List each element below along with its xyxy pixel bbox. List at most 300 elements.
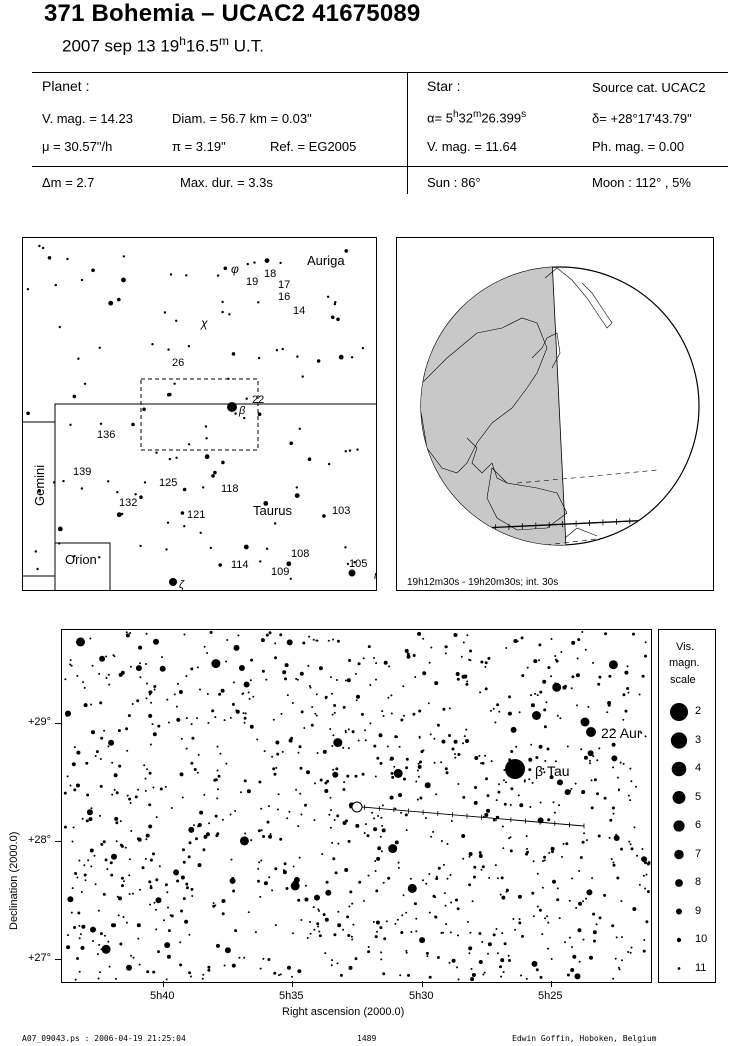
sky-star xyxy=(180,772,184,776)
sky-star xyxy=(299,745,302,748)
sky-star xyxy=(129,893,131,895)
sky-star xyxy=(76,637,85,646)
sky-star xyxy=(207,693,209,695)
sky-star xyxy=(599,916,602,919)
finder-star xyxy=(334,303,336,305)
sky-star xyxy=(289,739,293,743)
sky-star xyxy=(300,814,302,816)
ra-s-unit: s xyxy=(521,109,527,120)
sky-star xyxy=(345,731,347,733)
scale-label-mag-10: 10 xyxy=(695,933,708,945)
sky-star xyxy=(121,884,124,887)
greek-label-phi: φ xyxy=(231,262,239,276)
sky-star xyxy=(125,727,128,730)
scale-dots-svg xyxy=(659,630,715,982)
sky-star xyxy=(153,685,156,688)
sky-star xyxy=(213,902,215,904)
sky-star xyxy=(135,795,138,798)
sky-star xyxy=(646,874,648,876)
sky-star xyxy=(604,797,607,800)
sky-star xyxy=(519,803,523,807)
scale-dot-mag-3 xyxy=(671,732,687,748)
sky-star xyxy=(597,683,600,686)
finder-star xyxy=(322,514,326,518)
finder-star xyxy=(117,512,122,517)
sky-star xyxy=(470,977,474,981)
sky-star xyxy=(127,795,129,797)
greek-label-iota: ι xyxy=(374,570,377,582)
sky-star xyxy=(643,875,645,877)
sky-star xyxy=(213,779,216,782)
finder-star xyxy=(232,352,236,356)
sky-star xyxy=(578,928,582,932)
sky-star xyxy=(417,632,421,636)
sky-star xyxy=(373,827,377,831)
sky-star xyxy=(403,715,405,717)
sky-star xyxy=(479,691,481,693)
sky-star xyxy=(644,655,647,658)
finder-chart-svg xyxy=(23,238,376,590)
sky-star xyxy=(455,899,458,902)
sky-star xyxy=(495,864,497,866)
sky-star xyxy=(174,693,176,695)
x-tickmark-535 xyxy=(292,981,293,987)
sky-star xyxy=(298,752,300,754)
scale-title-2: magn. xyxy=(669,657,700,669)
sky-star xyxy=(462,858,464,860)
sky-star xyxy=(527,667,529,669)
sky-star xyxy=(198,863,202,867)
sky-star xyxy=(115,978,117,980)
sky-star xyxy=(433,895,436,898)
time-system: U.T. xyxy=(229,36,264,56)
sky-star xyxy=(488,942,492,946)
sky-star xyxy=(621,936,623,938)
sky-star xyxy=(258,829,261,832)
scale-label-mag-8: 8 xyxy=(695,876,702,888)
sky-star xyxy=(450,931,452,933)
finder-star xyxy=(167,522,169,524)
sky-star xyxy=(152,971,155,974)
sky-star xyxy=(598,676,601,679)
finder-star xyxy=(221,301,223,303)
magnitude-scale xyxy=(658,629,716,983)
sky-star xyxy=(551,958,553,960)
sky-star xyxy=(86,819,89,822)
sky-star xyxy=(429,976,432,979)
sky-star xyxy=(182,848,185,851)
hour-unit: h xyxy=(179,34,186,48)
sky-star xyxy=(237,634,239,636)
sky-star xyxy=(639,694,641,696)
sky-star xyxy=(194,768,197,771)
scale-label-mag-4: 4 xyxy=(695,762,702,774)
label-beta-tau: β Tau xyxy=(535,763,570,779)
sky-star xyxy=(581,791,584,794)
sky-star xyxy=(99,971,101,973)
sky-star xyxy=(328,640,330,642)
finder-star xyxy=(131,423,135,427)
sky-star xyxy=(596,759,598,761)
sky-star xyxy=(425,817,427,819)
sky-star xyxy=(544,859,546,861)
sky-star xyxy=(337,911,339,913)
sky-star xyxy=(618,967,620,969)
sky-star xyxy=(250,725,254,729)
sky-star xyxy=(130,830,132,832)
sky-star xyxy=(282,751,284,753)
sky-star xyxy=(186,748,188,750)
finder-star xyxy=(213,471,217,475)
sky-star xyxy=(128,874,130,876)
sky-star xyxy=(132,703,134,705)
sky-star xyxy=(244,682,250,688)
sky-star xyxy=(67,934,69,936)
sky-star xyxy=(81,946,85,950)
sky-star xyxy=(307,937,309,939)
sky-star xyxy=(449,962,451,964)
sky-star xyxy=(532,711,541,720)
scale-dot-mag-7 xyxy=(674,850,684,860)
sky-star xyxy=(153,639,159,645)
sky-star xyxy=(515,746,517,748)
sky-star xyxy=(373,657,375,659)
sky-star xyxy=(112,923,116,927)
sky-star xyxy=(356,699,358,701)
sky-star xyxy=(103,840,106,843)
sky-star xyxy=(95,883,97,885)
sky-star xyxy=(510,804,512,806)
finder-star-zeta xyxy=(169,578,177,586)
sky-star xyxy=(375,662,377,664)
sky-star xyxy=(166,978,168,980)
sky-star xyxy=(478,755,480,757)
star-label-132: 132 xyxy=(119,497,138,509)
finder-star xyxy=(108,301,113,306)
sky-star xyxy=(571,946,573,948)
sky-star xyxy=(146,834,150,838)
sky-star xyxy=(250,659,253,662)
sky-star xyxy=(206,652,208,654)
sky-star xyxy=(629,799,631,801)
sky-star xyxy=(216,797,218,799)
sky-star xyxy=(91,807,93,809)
sky-star xyxy=(591,877,593,879)
sky-star xyxy=(443,864,445,866)
sky-star xyxy=(308,636,310,638)
sky-star xyxy=(297,969,301,973)
sky-star xyxy=(539,909,542,912)
sky-star xyxy=(274,656,277,659)
scale-label-mag-11: 11 xyxy=(695,961,707,974)
sky-star xyxy=(269,631,272,634)
finder-star xyxy=(58,527,63,532)
sky-star xyxy=(216,944,220,948)
sky-star xyxy=(434,762,436,764)
label-gemini: Gemini xyxy=(32,464,47,506)
planet-reference: Ref. = EG2005 xyxy=(270,139,357,154)
sky-star xyxy=(183,897,186,900)
finder-star xyxy=(116,491,118,493)
sky-star xyxy=(106,677,108,679)
sky-star xyxy=(347,678,351,682)
sky-star xyxy=(493,933,496,936)
sky-star xyxy=(100,785,103,788)
event-minutes: 16.5 xyxy=(185,36,219,56)
sky-star xyxy=(413,654,416,657)
sky-star xyxy=(608,675,611,678)
sky-star xyxy=(69,664,71,666)
sky-star xyxy=(519,711,521,713)
sky-star xyxy=(188,827,194,833)
sky-star xyxy=(538,643,541,646)
star-label-103: 103 xyxy=(332,505,351,517)
sky-star xyxy=(348,906,350,908)
sky-star xyxy=(559,717,561,719)
star-label-136: 136 xyxy=(97,429,116,441)
sky-star xyxy=(129,858,131,860)
sky-star xyxy=(454,740,458,744)
sky-star xyxy=(284,862,287,865)
sky-star xyxy=(560,651,562,653)
sky-star xyxy=(336,679,338,681)
info-mid-rule xyxy=(32,166,728,167)
sky-star xyxy=(365,823,367,825)
sky-star xyxy=(557,779,563,785)
sky-star xyxy=(181,738,183,740)
sky-star xyxy=(89,638,91,640)
sky-star xyxy=(126,631,128,633)
sky-star xyxy=(325,918,329,922)
sky-star xyxy=(496,928,498,930)
sky-star xyxy=(153,732,157,736)
sky-star xyxy=(235,710,237,712)
sky-star xyxy=(160,788,163,791)
sky-star xyxy=(363,657,365,659)
sky-star xyxy=(332,639,334,641)
sky-star xyxy=(604,632,607,635)
sky-star xyxy=(98,673,100,675)
sky-star xyxy=(449,707,451,709)
sky-star xyxy=(166,891,168,893)
planet-diameter: Diam. = 56.7 km = 0.03" xyxy=(172,111,312,126)
finder-star xyxy=(26,412,30,416)
sky-star xyxy=(575,907,577,909)
sky-star xyxy=(486,809,490,813)
sky-star xyxy=(387,697,389,699)
sky-star xyxy=(145,778,147,780)
beta-tau-star xyxy=(505,759,525,779)
sky-star xyxy=(528,758,532,762)
sky-star xyxy=(166,699,168,701)
sky-star xyxy=(184,634,186,636)
path-ticks xyxy=(350,804,584,829)
footer-page: 1489 xyxy=(357,1034,377,1043)
sky-star xyxy=(518,895,522,899)
sky-star xyxy=(279,633,282,636)
sky-star xyxy=(128,714,131,717)
finder-star xyxy=(84,383,86,385)
sky-star xyxy=(474,786,477,789)
sky-star xyxy=(191,895,193,897)
sky-star xyxy=(105,656,107,658)
sky-star xyxy=(426,955,428,957)
sky-star xyxy=(628,795,630,797)
sky-star xyxy=(405,950,407,952)
sky-star xyxy=(425,782,431,788)
sky-star xyxy=(300,672,304,676)
sky-star xyxy=(332,857,335,860)
sky-star xyxy=(99,656,105,662)
sky-star xyxy=(513,639,517,643)
info-divider xyxy=(407,72,408,194)
sky-star xyxy=(484,666,486,668)
sky-star xyxy=(148,690,152,694)
sky-star xyxy=(543,856,546,859)
sky-star xyxy=(234,810,236,812)
sky-star xyxy=(337,923,341,927)
finder-star xyxy=(296,355,298,357)
sky-star xyxy=(188,855,191,858)
sky-star xyxy=(230,717,232,719)
sky-star xyxy=(261,638,265,642)
finder-star xyxy=(362,347,364,349)
sky-star xyxy=(81,925,85,929)
sky-star xyxy=(191,723,193,725)
finder-star-beta xyxy=(227,402,237,412)
sky-star xyxy=(387,746,389,748)
sky-star xyxy=(333,704,336,707)
sky-star xyxy=(249,698,251,700)
sky-chart xyxy=(61,629,652,983)
sky-star xyxy=(547,818,550,821)
sky-star xyxy=(85,879,87,881)
scale-label-mag-6: 6 xyxy=(695,819,702,831)
sky-star xyxy=(300,919,302,921)
sky-star xyxy=(457,934,459,936)
finder-star xyxy=(221,311,223,313)
sky-star xyxy=(240,836,249,845)
sky-star xyxy=(419,797,422,800)
sky-star xyxy=(423,749,425,751)
sky-star xyxy=(543,708,546,711)
sky-star xyxy=(376,757,379,760)
sky-star xyxy=(107,941,109,943)
sky-star xyxy=(333,738,342,747)
sky-star xyxy=(384,661,388,665)
sky-star xyxy=(110,874,113,877)
sky-star xyxy=(454,753,456,755)
finder-star xyxy=(331,316,335,320)
sky-star xyxy=(199,689,201,691)
occultation-point-icon xyxy=(352,802,362,812)
star-label-22: 22 xyxy=(252,394,265,406)
sky-star xyxy=(133,957,135,959)
sky-star xyxy=(197,666,199,668)
sky-star xyxy=(96,750,99,753)
sky-star xyxy=(461,656,463,658)
sky-star xyxy=(73,826,75,828)
finder-star xyxy=(205,425,207,427)
sky-star xyxy=(216,832,219,835)
sky-star xyxy=(521,935,524,938)
sky-star xyxy=(344,868,348,872)
star-label-18: 18 xyxy=(264,268,277,280)
sky-star xyxy=(271,889,273,891)
sky-star xyxy=(150,744,152,746)
sky-star xyxy=(250,839,252,841)
sky-star xyxy=(118,765,121,768)
sky-star xyxy=(369,722,371,724)
greek-label-chi: χ xyxy=(201,316,208,330)
sky-star xyxy=(645,920,648,923)
sky-star xyxy=(281,713,283,715)
sky-star xyxy=(406,952,408,954)
sky-star xyxy=(418,763,420,765)
sky-star xyxy=(403,778,406,781)
finder-star xyxy=(244,545,249,550)
sky-star xyxy=(406,758,409,761)
x-tick-535: 5h35 xyxy=(279,990,304,1002)
sky-star xyxy=(143,764,145,766)
sky-star xyxy=(257,868,259,870)
sky-star xyxy=(297,899,300,902)
sky-star xyxy=(137,925,139,927)
sky-star xyxy=(371,812,373,814)
star-label-118: 118 xyxy=(221,483,239,495)
sky-star xyxy=(381,850,383,852)
sky-star xyxy=(575,973,581,979)
sky-star xyxy=(125,847,127,849)
sky-star xyxy=(99,815,101,817)
star-label-121: 121 xyxy=(187,509,206,521)
sky-star xyxy=(152,723,154,725)
sky-star xyxy=(207,969,210,972)
sky-star xyxy=(505,781,507,783)
sky-star xyxy=(612,807,615,810)
sky-star xyxy=(442,708,445,711)
sky-star xyxy=(532,782,534,784)
sky-star xyxy=(352,924,354,926)
finder-star xyxy=(185,274,187,276)
sky-star xyxy=(593,930,597,934)
sky-star xyxy=(314,713,316,715)
sky-star xyxy=(139,964,141,966)
sky-star xyxy=(376,921,380,925)
sky-star xyxy=(377,846,381,850)
sky-star xyxy=(580,856,583,859)
moon-info: Moon : 112° , 5% xyxy=(592,175,691,190)
sky-star xyxy=(277,809,279,811)
sky-star xyxy=(473,876,476,879)
sky-star xyxy=(410,931,412,933)
star-label-108: 108 xyxy=(291,548,310,560)
sky-star xyxy=(155,928,157,930)
sky-star xyxy=(126,633,130,637)
sky-star xyxy=(325,697,327,699)
sky-star xyxy=(536,968,539,971)
sky-star xyxy=(74,746,76,748)
sky-star xyxy=(284,677,287,680)
sky-star xyxy=(394,769,403,778)
sky-star xyxy=(589,760,591,762)
sky-star xyxy=(474,801,478,805)
sky-star xyxy=(631,947,633,949)
sky-star xyxy=(100,843,103,846)
sky-star xyxy=(175,872,177,874)
sky-star xyxy=(202,978,204,980)
finder-star xyxy=(266,548,268,550)
